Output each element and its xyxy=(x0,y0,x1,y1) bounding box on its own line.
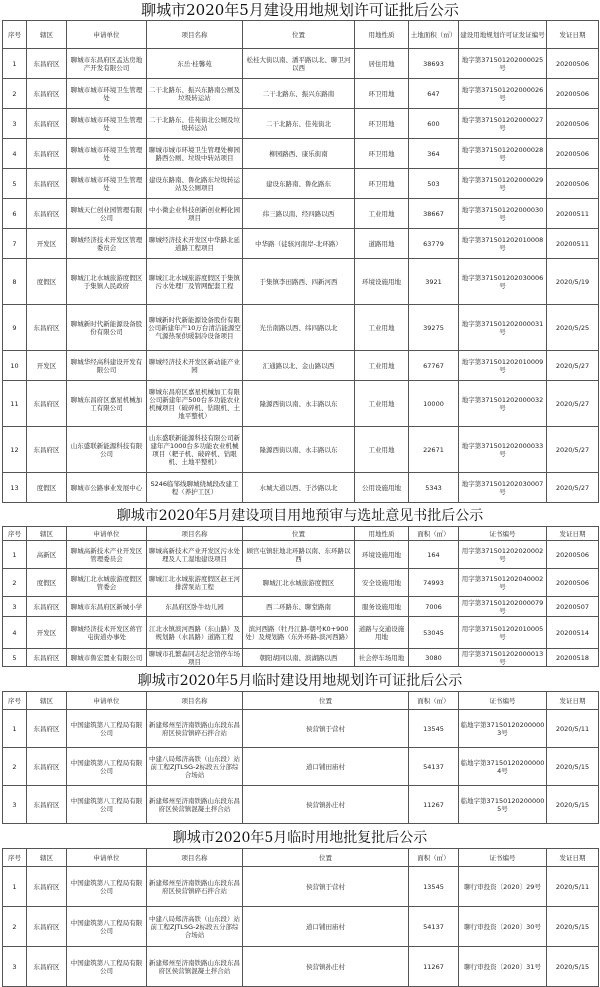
table-row xyxy=(3,710,599,748)
table-cell: 环境设施用地 xyxy=(355,259,409,305)
table-cell: 水城大道以西、于沙路以北 xyxy=(243,473,355,503)
header-cell: 序号 xyxy=(3,527,27,541)
table-cell: 二干北路东、振兴东路南 xyxy=(243,79,355,109)
table-cell: 东岳·桂馨苑 xyxy=(147,49,243,79)
table-cell: 20200511 xyxy=(547,229,599,259)
table-cell: 临地字第371501202000003号 xyxy=(459,710,547,748)
table-cell: 地字第371501202010008号 xyxy=(459,229,547,259)
table-cell: 纬三路以南、经四路以西 xyxy=(243,199,355,229)
table-cell: 20200507 xyxy=(547,597,599,617)
table-cell: 新建郑州至济南铁路山东段东昌府区侯营镇碎石拌合站 xyxy=(147,867,243,907)
table-cell: 聊城市鲁宏置业有限公司 xyxy=(67,649,147,667)
table-cell: 164 xyxy=(409,541,459,569)
table-cell: 3 xyxy=(3,597,27,617)
table-cell: 东昌府区 xyxy=(27,169,67,199)
table-cell: 20200506 xyxy=(547,49,599,79)
table-cell: 东昌府区 xyxy=(27,786,67,824)
table-cell: 2020/5/27 xyxy=(547,427,599,473)
table-row xyxy=(3,229,599,259)
table-cell: 20200514 xyxy=(547,617,599,649)
table-cell: 1 xyxy=(3,541,27,569)
table-cell: 聊城江北水城旅游度假区赵王河排涝泵站工程 xyxy=(147,569,243,597)
header-cell: 土地面积（㎡） xyxy=(409,21,459,49)
table-cell: 中建八局郑济高铁（山东段）站前工程ZJTLSG-2标段五分部综合场站 xyxy=(147,748,243,786)
table-cell: 用字第371501202040002号 xyxy=(459,569,547,597)
table-cell: 聊行审投资〔2020〕30号 xyxy=(459,907,547,947)
table-row xyxy=(3,259,599,305)
table-cell: 地字第371501202000027号 xyxy=(459,109,547,139)
table-cell: 2020/5/15 xyxy=(547,786,599,824)
table-cell: 聊城江北水城旅游度假区 xyxy=(243,569,355,597)
table-cell: 54137 xyxy=(409,748,459,786)
table-cell: 12 xyxy=(3,427,27,473)
table-row xyxy=(3,169,599,199)
table-cell: S246临邹线聊城绕城段改建工程（养护工区） xyxy=(147,473,243,503)
table-cell: 江北水镇滨河西路（东山路）及规划路（水昌路）道路工程 xyxy=(147,617,243,649)
table-cell: 38693 xyxy=(409,49,459,79)
table-cell: 11267 xyxy=(409,947,459,987)
table-cell: 中国建筑第八工程局有限公司 xyxy=(67,710,147,748)
table-cell: 开发区 xyxy=(27,351,67,381)
header-cell: 申请单位 xyxy=(67,527,147,541)
table-body xyxy=(3,710,599,824)
table-row xyxy=(3,473,599,503)
table-cell: 10000 xyxy=(409,381,459,427)
table-cell: 山东盛联新能源科技有限公司 xyxy=(67,427,147,473)
table-cell: 3 xyxy=(3,109,27,139)
table-cell: 20200506 xyxy=(547,79,599,109)
table-cell: 600 xyxy=(409,109,459,139)
table-cell: 2020/5/25 xyxy=(547,305,599,351)
section-title-temporary-land-approval: 聊城市2020年5月临时用地批复批后公示 xyxy=(172,830,428,846)
table-cell: 临地字第371501202000004号 xyxy=(459,748,547,786)
table-cell: 东昌府区 xyxy=(27,79,67,109)
table-cell: 地字第371501202000028号 xyxy=(459,139,547,169)
table-cell: 环卫用地 xyxy=(355,139,409,169)
site-selection-table xyxy=(2,526,599,667)
table-cell: 聊城市城市环境卫生管理处 xyxy=(67,169,147,199)
section-title-temporary-permit: 聊城市2020年5月临时建设用地规划许可证批后公示 xyxy=(137,673,463,689)
table-row xyxy=(3,139,599,169)
table-cell: 聊城市孔繁森同志纪念馆停车场项目 xyxy=(147,649,243,667)
table-cell: 39275 xyxy=(409,305,459,351)
table-cell: 聊城经济技术开发区新动能产业园 xyxy=(147,351,243,381)
table-cell: 隆源西街以南、永丰路以东 xyxy=(243,427,355,473)
table-cell: 聊城华经高科建设开发有限公司 xyxy=(67,351,147,381)
table-cell: 20200506 xyxy=(547,109,599,139)
table-cell: 东昌府区 xyxy=(27,139,67,169)
table-cell: 临地字第371501202000005号 xyxy=(459,786,547,824)
table-header-row xyxy=(3,692,599,710)
table-body xyxy=(3,867,599,987)
header-cell: 项目名称 xyxy=(147,692,243,710)
header-cell: 用地性质 xyxy=(355,21,409,49)
table-cell: 53045 xyxy=(409,617,459,649)
table-cell: 20200518 xyxy=(547,649,599,667)
table-cell: 2020/5/27 xyxy=(547,473,599,503)
header-cell: 辖区 xyxy=(27,21,67,49)
table-cell: 二干北路东、佳苑街北 xyxy=(243,109,355,139)
table-cell: 地字第371501202000030号 xyxy=(459,199,547,229)
table-cell: 503 xyxy=(409,169,459,199)
table-cell: 地字第371501202000032号 xyxy=(459,381,547,427)
table-cell: 新建郑州至济南铁路山东段东昌府区侯营镇碎石拌合站 xyxy=(147,710,243,748)
table-cell: 聊城高新技术产业开发区污水处理及人工湿地建设项目 xyxy=(147,541,243,569)
header-cell: 辖区 xyxy=(27,849,67,867)
header-cell: 建设用地规划许可证发证编号 xyxy=(459,21,547,49)
table-cell: 高新区 xyxy=(27,541,67,569)
table-cell: 聊城新时代新能源设备股份有限公司 xyxy=(67,305,147,351)
table-cell: 聊城东昌府区嘉星机械加工有限公司 xyxy=(67,381,147,427)
table-cell: 地字第371501202030007号 xyxy=(459,473,547,503)
table-cell: 东昌府区 xyxy=(27,867,67,907)
table-cell: 2 xyxy=(3,569,27,597)
table-cell: 7006 xyxy=(409,597,459,617)
table-cell: 地字第371501202030006号 xyxy=(459,259,547,305)
header-cell: 证书编号 xyxy=(459,692,547,710)
table-cell: 用字第371501202000079号 xyxy=(459,597,547,617)
table-cell: 聊城新时代新能源设备股份有限公司新建年产10万台清洁能源空气源热泵供暖制冷设备项目 xyxy=(147,305,243,351)
table-cell: 山东盛联新能源科技有限公司新建年产1000台多功能农业机械项目（耙子机、破碎机、钻眼机、土地平整机） xyxy=(147,427,243,473)
header-cell: 证书编号 xyxy=(459,849,547,867)
header-cell: 面积（㎡） xyxy=(409,692,459,710)
table-cell: 环境设施用地 xyxy=(355,541,409,569)
table-cell: 3 xyxy=(3,786,27,824)
table-cell: 东昌府区 xyxy=(27,199,67,229)
table-cell: 2020/5/27 xyxy=(547,381,599,427)
header-cell: 发证日期 xyxy=(547,692,599,710)
table-cell: 隆源西街以南、永丰路以东 xyxy=(243,381,355,427)
header-cell: 发证日期 xyxy=(547,527,599,541)
table-cell: 地字第371501202000025号 xyxy=(459,49,547,79)
table-cell: 开发区 xyxy=(27,617,67,649)
header-cell: 项目名称 xyxy=(147,21,243,49)
table-cell: 工业用地 xyxy=(355,427,409,473)
table-row xyxy=(3,541,599,569)
table-cell: 二干北路东、振兴东路南公厕及垃圾转运站 xyxy=(147,79,243,109)
header-cell: 申请单位 xyxy=(67,692,147,710)
table-cell: 11267 xyxy=(409,786,459,824)
table-row xyxy=(3,786,599,824)
table-cell: 67767 xyxy=(409,351,459,381)
table-row xyxy=(3,49,599,79)
table-cell: 聊城高新技术产业开发区管理委员会 xyxy=(67,541,147,569)
table-row xyxy=(3,109,599,139)
table-cell: 5343 xyxy=(409,473,459,503)
table-cell: 22671 xyxy=(409,427,459,473)
table-cell: 20200506 xyxy=(547,139,599,169)
table-cell: 2 xyxy=(3,907,27,947)
header-cell: 证书编号 xyxy=(459,527,547,541)
table-cell: 1 xyxy=(3,710,27,748)
table-cell: 工业用地 xyxy=(355,351,409,381)
table-cell: 度假区 xyxy=(27,259,67,305)
table-header-row xyxy=(3,527,599,541)
table-cell: 汇通路以北、金山路以西 xyxy=(243,351,355,381)
header-cell: 申请单位 xyxy=(67,849,147,867)
table-cell: 地字第371501202000026号 xyxy=(459,79,547,109)
table-cell: 东昌府区 xyxy=(27,109,67,139)
header-cell: 序号 xyxy=(3,849,27,867)
table-row xyxy=(3,305,599,351)
table-cell: 侯营镇孙庄村 xyxy=(243,786,409,824)
table-cell: 中国建筑第八工程局有限公司 xyxy=(67,947,147,987)
section-title-planning-permit: 聊城市2020年5月建设用地规划许可证批后公示 xyxy=(141,1,459,19)
table-row xyxy=(3,381,599,427)
table-body xyxy=(3,541,599,667)
table-cell: 中华路（徒骇河南岸-北环路） xyxy=(243,229,355,259)
table-cell: 工业用地 xyxy=(355,381,409,427)
table-cell: 东昌府区 xyxy=(27,649,67,667)
table-cell: 聊行审投资〔2020〕29号 xyxy=(459,867,547,907)
table-cell: 东昌府区 xyxy=(27,305,67,351)
table-cell: 1 xyxy=(3,49,27,79)
table-cell: 顾官屯镇驻地北环路以南、东环路以西 xyxy=(243,541,355,569)
header-cell: 用地性质 xyxy=(355,527,409,541)
table-cell: 20200506 xyxy=(547,569,599,597)
table-cell: 居住用地 xyxy=(355,49,409,79)
table-row xyxy=(3,748,599,786)
table-cell: 东昌府区 xyxy=(27,710,67,748)
table-cell: 新建郑州至济南铁路山东段东昌府区侯营镇混凝土拌合站 xyxy=(147,947,243,987)
table-cell: 侯营镇于营村 xyxy=(243,710,409,748)
table-cell: 侯营镇孙庄村 xyxy=(243,947,409,987)
table-cell: 工业用地 xyxy=(355,199,409,229)
table-cell: 聊城经济技术开发区管理委员会 xyxy=(67,229,147,259)
table-cell: 38667 xyxy=(409,199,459,229)
table-cell: 东昌府区卧牛幼儿园 xyxy=(147,597,243,617)
table-cell: 4 xyxy=(3,139,27,169)
table-cell: 20200511 xyxy=(547,199,599,229)
table-row xyxy=(3,569,599,597)
table-row xyxy=(3,79,599,109)
header-cell: 发证日期 xyxy=(547,849,599,867)
header-cell: 面积（㎡） xyxy=(409,849,459,867)
table-cell: 聊城市城市环境卫生管理处 xyxy=(67,109,147,139)
table-cell: 道路与交通设施用地 xyxy=(355,617,409,649)
table-cell: 东昌府区 xyxy=(27,49,67,79)
table-cell: 聊城经济技术开发区中华路北延道路工程项目 xyxy=(147,229,243,259)
table-cell: 13545 xyxy=(409,710,459,748)
table-cell: 63779 xyxy=(409,229,459,259)
table-cell: 聊城市城市环境卫生管理处柳园路西公厕、垃圾中转站项目 xyxy=(147,139,243,169)
table-cell: 东昌府区 xyxy=(27,748,67,786)
table-cell: 道路用地 xyxy=(355,229,409,259)
table-header-row xyxy=(3,849,599,867)
table-cell: 2 xyxy=(3,748,27,786)
table-cell: 工业用地 xyxy=(355,305,409,351)
header-cell: 申请单位 xyxy=(67,21,147,49)
table-header-row xyxy=(3,21,599,49)
table-cell: 环卫用地 xyxy=(355,109,409,139)
table-cell: 中国建筑第八工程局有限公司 xyxy=(67,748,147,786)
table-cell: 2 xyxy=(3,79,27,109)
table-cell: 滨河西路（牡丹江路-朝号K0+900处）及规划路（东外环路-滨河西路） xyxy=(243,617,355,649)
table-cell: 中国建筑第八工程局有限公司 xyxy=(67,786,147,824)
table-cell: 环卫用地 xyxy=(355,169,409,199)
table-cell: 聊城天仁创业园管理有限公司 xyxy=(67,199,147,229)
table-cell: 聊行审投资〔2020〕31号 xyxy=(459,947,547,987)
temporary-permit-table xyxy=(2,691,599,824)
table-cell: 聊城市东昌府区新城小学 xyxy=(67,597,147,617)
table-cell: 道口铺田庙村 xyxy=(243,748,409,786)
header-cell: 位置 xyxy=(243,21,355,49)
table-row xyxy=(3,597,599,617)
table-cell: 中建八局郑济高铁（山东段）站前工程ZJTLSG-2标段五分部综合场站 xyxy=(147,907,243,947)
table-cell: 地字第371501202010009号 xyxy=(459,351,547,381)
table-cell: 2020/5/15 xyxy=(547,907,599,947)
table-row xyxy=(3,867,599,907)
table-cell: 松桂大街以南、潘平路以北、聊卫河以西 xyxy=(243,49,355,79)
table-cell: 东昌府区 xyxy=(27,947,67,987)
table-row xyxy=(3,649,599,667)
table-cell: 聊城东昌府区嘉星机械加工有限公司新建年产500台多功能农业机械项目（破碎机、钻眼机、土地平整机） xyxy=(147,381,243,427)
table-cell: 开发区 xyxy=(27,229,67,259)
header-cell: 项目名称 xyxy=(147,527,243,541)
table-cell: 2020/5/19 xyxy=(547,259,599,305)
table-cell: 环卫用地 xyxy=(355,79,409,109)
table-cell: 13 xyxy=(3,473,27,503)
header-cell: 序号 xyxy=(3,692,27,710)
header-cell: 位置 xyxy=(243,527,355,541)
table-cell: 2020/5/15 xyxy=(547,748,599,786)
table-cell: 2020/5/11 xyxy=(547,867,599,907)
table-cell: 5 xyxy=(3,649,27,667)
table-cell: 社会停车场用地 xyxy=(355,649,409,667)
table-cell: 聊城市城市环境卫生管理处 xyxy=(67,79,147,109)
table-cell: 3080 xyxy=(409,649,459,667)
table-cell: 1 xyxy=(3,867,27,907)
table-cell: 公用设施用地 xyxy=(355,473,409,503)
header-cell: 辖区 xyxy=(27,692,67,710)
table-cell: 7 xyxy=(3,229,27,259)
table-cell: 3921 xyxy=(409,259,459,305)
table-cell: 聊城市公路事业发展中心 xyxy=(67,473,147,503)
table-cell: 4 xyxy=(3,617,27,649)
table-cell: 中小微企业科技创新创业孵化园项目 xyxy=(147,199,243,229)
table-cell: 聊城江北水城旅游度假区于集镇污水处理厂及管网配套工程 xyxy=(147,259,243,305)
table-cell: 聊城市城市环境卫生管理处 xyxy=(67,139,147,169)
table-cell: 13545 xyxy=(409,867,459,907)
table-cell: 安全设施用地 xyxy=(355,569,409,597)
header-cell: 辖区 xyxy=(27,527,67,541)
header-cell: 面积（㎡） xyxy=(409,527,459,541)
table-cell: 东昌府区 xyxy=(27,597,67,617)
table-cell: 364 xyxy=(409,139,459,169)
header-cell: 位置 xyxy=(243,692,409,710)
table-cell: 东昌府区 xyxy=(27,907,67,947)
table-cell: 服务设施用地 xyxy=(355,597,409,617)
table-cell: 度假区 xyxy=(27,569,67,597)
table-body xyxy=(3,49,599,503)
table-cell: 中国建筑第八工程局有限公司 xyxy=(67,907,147,947)
table-cell: 建设东路南、鲁化路东垃圾转运站及公厕项目 xyxy=(147,169,243,199)
table-cell: 聊城经济技术开发区蒋官屯街道办事处 xyxy=(67,617,147,649)
table-cell: 用字第371501202000013号 xyxy=(459,649,547,667)
header-cell: 项目名称 xyxy=(147,849,243,867)
table-cell: 东昌府区 xyxy=(27,381,67,427)
table-cell: 11 xyxy=(3,381,27,427)
table-cell: 2020/5/27 xyxy=(547,351,599,381)
table-cell: 中国建筑第八工程局有限公司 xyxy=(67,867,147,907)
table-cell: 聊城市东昌府区孟达房地产开发有限公司 xyxy=(67,49,147,79)
header-cell: 位置 xyxy=(243,849,409,867)
planning-permit-table xyxy=(2,20,599,503)
table-cell: 建设东路南、鲁化路东 xyxy=(243,169,355,199)
header-cell: 发证日期 xyxy=(547,21,599,49)
table-cell: 二干北路东、佳苑街北公厕及垃圾转运站 xyxy=(147,109,243,139)
table-cell: 度假区 xyxy=(27,473,67,503)
section-title-site-selection: 聊城市2020年5月建设项目用地预审与选址意见书批后公示 xyxy=(116,508,484,524)
table-cell: 东昌府区 xyxy=(27,427,67,473)
table-cell: 647 xyxy=(409,79,459,109)
table-row xyxy=(3,199,599,229)
table-cell: 3 xyxy=(3,947,27,987)
table-row xyxy=(3,947,599,987)
table-row xyxy=(3,617,599,649)
table-cell: 柳园路西、康乐街南 xyxy=(243,139,355,169)
table-cell: 10 xyxy=(3,351,27,381)
table-cell: 用字第371501202020002号 xyxy=(459,541,547,569)
table-cell: 2020/5/15 xyxy=(547,947,599,987)
header-cell: 序号 xyxy=(3,21,27,49)
table-cell: 地字第371501202000033号 xyxy=(459,427,547,473)
table-cell: 54137 xyxy=(409,907,459,947)
table-cell: 聊城江北水城旅游度假区于集镇人民政府 xyxy=(67,259,147,305)
table-cell: 道口铺田庙村 xyxy=(243,907,409,947)
table-cell: 用字第371501202010005号 xyxy=(459,617,547,649)
table-cell: 6 xyxy=(3,199,27,229)
table-cell: 74993 xyxy=(409,569,459,597)
table-cell: 地字第371501202000031号 xyxy=(459,305,547,351)
table-cell: 聊城江北水城旅游度假区管委会 xyxy=(67,569,147,597)
table-cell: 20200506 xyxy=(547,169,599,199)
table-cell: 20200506 xyxy=(547,541,599,569)
table-cell: 地字第371501202000029号 xyxy=(459,169,547,199)
table-row xyxy=(3,351,599,381)
table-cell: 9 xyxy=(3,305,27,351)
table-row xyxy=(3,427,599,473)
table-cell: 光岳南路以西、纬四路以北 xyxy=(243,305,355,351)
table-cell: 5 xyxy=(3,169,27,199)
table-cell: 朝阳胡同以南、滨湖路以西 xyxy=(243,649,355,667)
table-row xyxy=(3,907,599,947)
temporary-land-approval-table xyxy=(2,848,599,987)
table-cell: 2020/5/11 xyxy=(547,710,599,748)
table-cell: 侯营镇于营村 xyxy=(243,867,409,907)
table-cell: 8 xyxy=(3,259,27,305)
table-cell: 新建郑州至济南铁路山东段东昌府区侯营镇混凝土拌合站 xyxy=(147,786,243,824)
table-cell: 西二环路东、聊堂路南 xyxy=(243,597,355,617)
table-cell: 于集镇李田路西、四新河西 xyxy=(243,259,355,305)
